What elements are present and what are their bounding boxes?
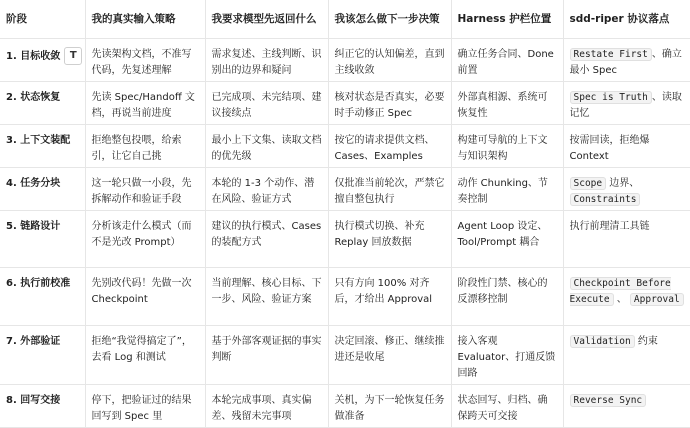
sdd-cell: 执行前理清工具链 bbox=[563, 211, 690, 268]
table-row bbox=[0, 39, 690, 82]
stage-cell: 8. 回写交接 bbox=[0, 385, 85, 428]
col-header-decision: 我该怎么做下一步决策 bbox=[328, 0, 451, 39]
harness-cell: 确立任务合同、Done 前置 bbox=[451, 39, 563, 82]
table-row bbox=[0, 326, 690, 385]
sdd-text: 、确立最小 Spec bbox=[569, 49, 682, 76]
input-cell: 这一轮只做一小段，先拆解动作和验证手段 bbox=[85, 168, 205, 211]
sdd-cell bbox=[563, 82, 690, 125]
col-header-sdd-riper: sdd-riper 协议落点 bbox=[563, 0, 690, 39]
sdd-cell bbox=[563, 39, 690, 82]
table-row bbox=[0, 211, 690, 268]
input-cell: 先读 Spec/Handoff 文档，再说当前进度 bbox=[85, 82, 205, 125]
input-cell: 先别改代码！先做一次 Checkpoint bbox=[85, 268, 205, 326]
code-tag: Checkpoint Before Execute bbox=[569, 278, 671, 305]
decision-cell: 关机，为下一轮恢复任务做准备 bbox=[328, 385, 451, 428]
code-tag: Approval bbox=[630, 293, 684, 306]
code-tag: Constraints bbox=[570, 193, 641, 206]
input-cell: 分析该走什么模式（而不是光改 Prompt） bbox=[85, 211, 205, 268]
harness-cell: 接入客观 Evaluator、打通反馈回路 bbox=[451, 326, 563, 385]
sdd-cell bbox=[563, 326, 690, 385]
decision-cell: 执行模式切换、补充 Replay 回放数据 bbox=[328, 211, 451, 268]
table-row bbox=[0, 82, 690, 125]
sdd-text: 边界、 bbox=[606, 178, 640, 189]
stage-cell: 5. 链路设计 bbox=[0, 211, 85, 268]
input-cell: 停下，把验证过的结果回写到 Spec 里 bbox=[85, 385, 205, 428]
col-header-input: 我的真实输入策略 bbox=[85, 0, 205, 39]
text-tool-icon[interactable]: T bbox=[64, 47, 82, 65]
input-cell: 拒绝整包投喂，给索引，让它自己挑 bbox=[85, 125, 205, 168]
col-header-model-return: 我要求模型先返回什么 bbox=[205, 0, 328, 39]
code-tag: Validation bbox=[570, 335, 635, 348]
decision-cell: 按它的请求提供文档、Cases、Examples bbox=[328, 125, 451, 168]
table-row bbox=[0, 385, 690, 428]
col-header-harness: Harness 护栏位置 bbox=[451, 0, 563, 39]
harness-cell: 阶段性门禁、核心的反漂移控制 bbox=[451, 268, 563, 326]
decision-cell: 仅批准当前轮次，严禁它擅自整包执行 bbox=[328, 168, 451, 211]
stage-label: 1. 目标收敛 bbox=[6, 51, 61, 62]
harness-cell: 外部真相源、系统可恢复性 bbox=[451, 82, 563, 125]
harness-cell: 构建可导航的上下文与知识架构 bbox=[451, 125, 563, 168]
decision-cell: 只有方向 100% 对齐后，才给出 Approval bbox=[328, 268, 451, 326]
harness-cell: Agent Loop 设定、Tool/Prompt 耦合 bbox=[451, 211, 563, 268]
decision-cell: 纠正它的认知偏差，直到主线收敛 bbox=[328, 39, 451, 82]
harness-cell: 动作 Chunking、节奏控制 bbox=[451, 168, 563, 211]
sdd-cell bbox=[563, 385, 690, 428]
code-tag: Reverse Sync bbox=[570, 394, 647, 407]
decision-cell: 核对状态是否真实，必要时手动修正 Spec bbox=[328, 82, 451, 125]
sdd-cell: 按需回读，拒绝爆 Context bbox=[563, 125, 690, 168]
code-tag: Spec is Truth bbox=[570, 91, 652, 104]
sdd-cell bbox=[563, 168, 690, 211]
model-return-cell: 已完成项、未完结项、建议接续点 bbox=[205, 82, 328, 125]
harness-cell: 状态回写、归档、确保跨天可交接 bbox=[451, 385, 563, 428]
stage-cell bbox=[0, 39, 85, 82]
model-return-cell: 本轮的 1-3 个动作、潜在风险、验证方式 bbox=[205, 168, 328, 211]
stage-cell: 7. 外部验证 bbox=[0, 326, 85, 385]
input-cell: 先读架构文档，不准写代码，先复述理解 bbox=[85, 39, 205, 82]
model-return-cell: 基于外部客观证据的事实判断 bbox=[205, 326, 328, 385]
stage-cell: 2. 状态恢复 bbox=[0, 82, 85, 125]
model-return-cell: 本轮完成事项、真实偏差、残留未完事项 bbox=[205, 385, 328, 428]
model-return-cell: 需求复述、主线判断、识别出的边界和疑问 bbox=[205, 39, 328, 82]
model-return-cell: 最小上下文集、读取文档的优先级 bbox=[205, 125, 328, 168]
code-tag: Scope bbox=[570, 177, 607, 190]
sdd-text: 约束 bbox=[634, 336, 658, 347]
sdd-text: 、读取记忆 bbox=[569, 92, 682, 119]
stage-cell: 4. 任务分块 bbox=[0, 168, 85, 211]
model-return-cell: 建议的执行模式、Cases 的装配方式 bbox=[205, 211, 328, 268]
stage-cell: 3. 上下文装配 bbox=[0, 125, 85, 168]
col-header-stage: 阶段 bbox=[0, 0, 85, 39]
decision-cell: 决定回滚、修正、继续推进还是收尾 bbox=[328, 326, 451, 385]
table-row bbox=[0, 168, 690, 211]
table-row bbox=[0, 125, 690, 168]
header-row bbox=[0, 0, 690, 39]
input-cell: 拒绝“我觉得搞定了”，去看 Log 和测试 bbox=[85, 326, 205, 385]
model-return-cell: 当前理解、核心目标、下一步、风险、验证方案 bbox=[205, 268, 328, 326]
code-tag: Restate First bbox=[570, 48, 652, 61]
table-row bbox=[0, 268, 690, 326]
sdd-cell bbox=[563, 268, 690, 326]
stage-cell: 6. 执行前校准 bbox=[0, 268, 85, 326]
sdd-text: 、 bbox=[613, 294, 630, 305]
